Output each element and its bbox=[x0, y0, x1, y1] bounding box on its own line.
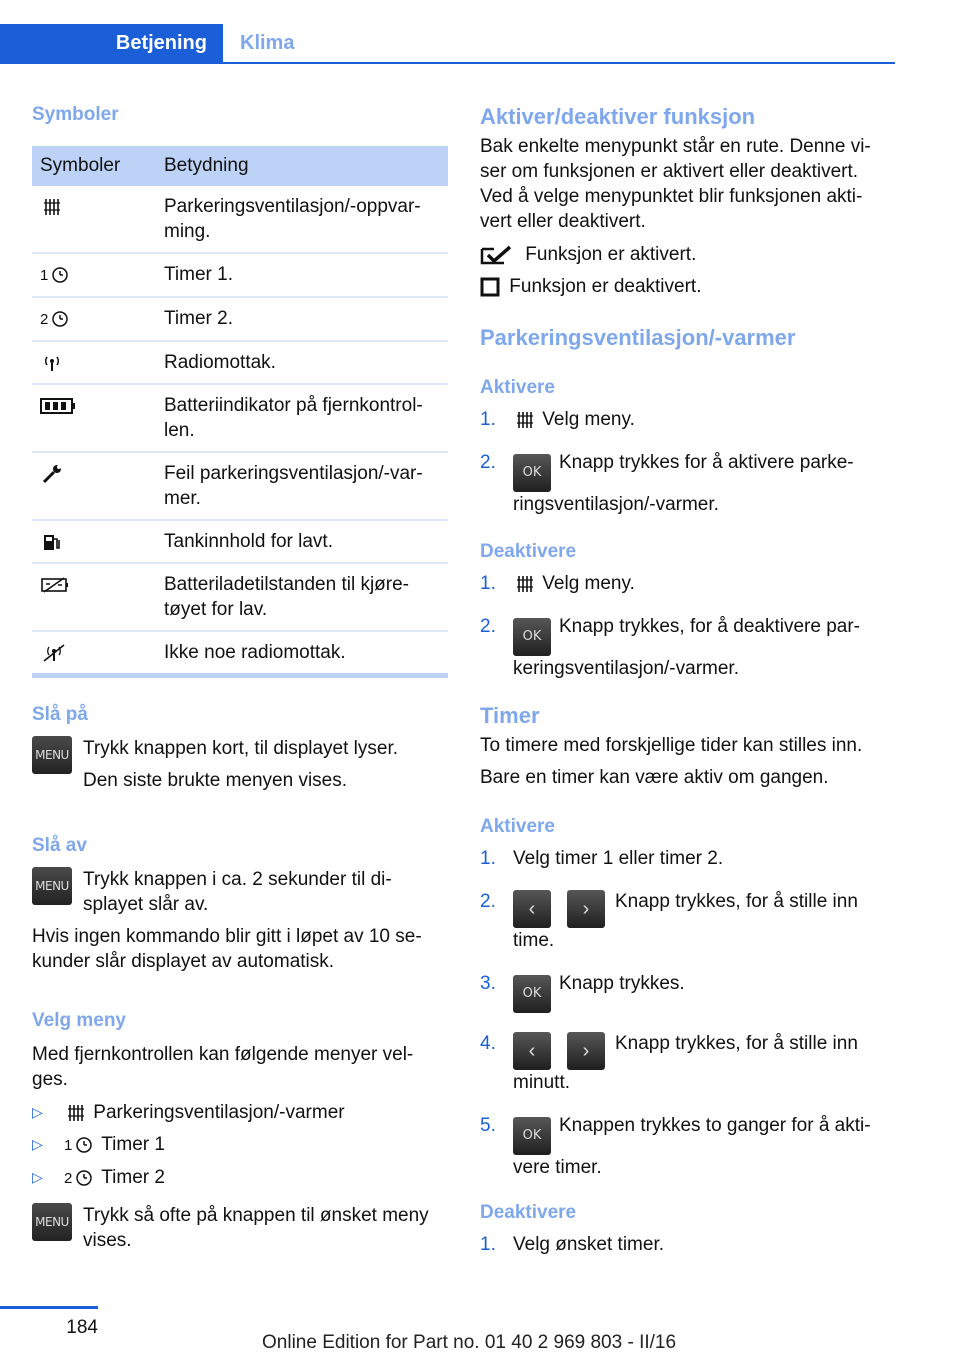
menu-item-label: Timer 1 bbox=[101, 1134, 165, 1155]
table-header-meaning: Betydning bbox=[156, 146, 448, 186]
list-item: 3. OK Knapp trykkes. bbox=[480, 971, 892, 1013]
battery-icon bbox=[40, 396, 76, 416]
list-item: ▷ 1 Timer 1 bbox=[32, 1134, 165, 1155]
activated-label: Funksjon er aktivert. bbox=[525, 244, 697, 265]
table-header-symbols: Symboler bbox=[32, 146, 156, 186]
list-item: 1. Velg timer 1 eller timer 2. bbox=[480, 848, 724, 869]
timer-heading: Timer bbox=[480, 703, 540, 728]
velg-meny-heading: Velg meny bbox=[32, 1010, 126, 1031]
meaning-cell: Parkeringsventilasjon/-oppvar-ming. bbox=[156, 186, 448, 253]
menu-item-label: Parkeringsventilasjon/-varmer bbox=[93, 1102, 345, 1123]
list-item: 1. Velg ønsket timer. bbox=[480, 1234, 665, 1255]
sla-pa-line2: Den siste brukte menyen vises. bbox=[83, 770, 348, 791]
timer-activate-steps bbox=[480, 846, 892, 1180]
parking-heater-icon bbox=[513, 410, 537, 430]
meaning-cell: Tankinnhold for lavt. bbox=[156, 520, 448, 563]
footer-edition: Online Edition for Part no. 01 40 2 969 803 - II/16 bbox=[262, 1332, 677, 1353]
table-row bbox=[32, 563, 448, 631]
list-item: 2. OK Knapp trykkes, for å deaktivere par-keringsventilasjon/-varmer. bbox=[480, 616, 860, 679]
radio-reception-icon bbox=[40, 353, 64, 373]
activated-row bbox=[480, 242, 892, 267]
timer-text2: Bare en timer kan være aktiv om gangen. bbox=[480, 767, 829, 788]
wrench-icon bbox=[40, 464, 64, 484]
timer-deaktivere-heading: Deaktivere bbox=[480, 1202, 577, 1223]
step-text: Knapp trykkes, for å stille inn time. bbox=[513, 891, 858, 951]
step-text: Velg timer 1 eller timer 2. bbox=[513, 848, 724, 869]
list-item: 1. Velg meny. bbox=[480, 573, 635, 594]
symbols-heading: Symboler bbox=[32, 104, 119, 125]
arrow-right-button[interactable]: › bbox=[567, 1032, 605, 1070]
sla-pa-row bbox=[32, 736, 448, 793]
meaning-cell: Feil parkeringsventilasjon/-var-mer. bbox=[156, 452, 448, 520]
symbols-table bbox=[32, 146, 448, 678]
no-radio-icon bbox=[40, 643, 68, 663]
list-item: 2. OK Knapp trykkes for å aktivere parke-ringsventilasjon/-varmer. bbox=[480, 452, 854, 515]
deactivated-label: Funksjon er deaktivert. bbox=[509, 276, 702, 297]
step-text: Velg ønsket timer. bbox=[513, 1234, 665, 1255]
list-item: ▷ Parkeringsventilasjon/-varmer bbox=[32, 1102, 345, 1123]
timer-icon bbox=[48, 265, 72, 285]
tab-klima[interactable]: Klima bbox=[240, 32, 295, 54]
menu-button[interactable]: MENU bbox=[32, 1203, 72, 1241]
meaning-cell: Timer 1. bbox=[156, 253, 448, 297]
tab-betjening[interactable]: Betjening bbox=[0, 24, 223, 62]
parking-heater-icon bbox=[64, 1103, 88, 1123]
menu-list bbox=[32, 1100, 448, 1191]
left-column bbox=[32, 100, 448, 1253]
step-text: Knappen trykkes to ganger for å akti-vere timer. bbox=[513, 1115, 871, 1178]
step-text: Knapp trykkes, for å deaktivere par-keringsventilasjon/-varmer. bbox=[513, 616, 860, 679]
meaning-cell: Batteriindikator på fjernkontrol-len. bbox=[156, 384, 448, 452]
list-item: ▷ 2 Timer 2 bbox=[32, 1167, 165, 1188]
menu-button[interactable]: MENU bbox=[32, 867, 72, 905]
fuel-pump-icon bbox=[40, 532, 64, 552]
chapter-tabs bbox=[0, 24, 895, 64]
step-text: Velg meny. bbox=[542, 409, 635, 430]
ok-button[interactable]: OK bbox=[513, 975, 551, 1013]
timer-deactivate-steps bbox=[480, 1232, 892, 1257]
meaning-cell: Ikke noe radiomottak. bbox=[156, 631, 448, 676]
meaning-cell: Radiomottak. bbox=[156, 341, 448, 384]
arrow-right-button[interactable]: › bbox=[567, 890, 605, 928]
ok-button[interactable]: OK bbox=[513, 618, 551, 656]
sla-av-note: Hvis ingen kommando blir gitt i løpet av 10 se-kunder slår displayet av automatisk. bbox=[32, 926, 422, 972]
table-row bbox=[32, 452, 448, 520]
list-item: 4. ‹ › Knapp trykkes, for å stille inn minutt. bbox=[480, 1033, 858, 1093]
timer-number: 2 bbox=[64, 1170, 73, 1187]
aktiver-heading: Aktiver/deaktiver funksjon bbox=[480, 104, 756, 129]
sla-pa-heading: Slå på bbox=[32, 704, 88, 725]
right-column bbox=[480, 100, 892, 1275]
ok-button[interactable]: OK bbox=[513, 1117, 551, 1155]
sla-av-heading: Slå av bbox=[32, 835, 87, 856]
pv-activate-steps bbox=[480, 407, 892, 517]
table-row bbox=[32, 341, 448, 384]
timer-number: 1 bbox=[64, 1137, 73, 1154]
timer-number: 2 bbox=[40, 311, 49, 328]
sla-pa-line1: Trykk knappen kort, til displayet lyser. bbox=[83, 738, 399, 759]
battery-low-icon bbox=[40, 575, 70, 595]
velg-meny-row bbox=[32, 1203, 448, 1253]
parking-heater-icon bbox=[513, 574, 537, 594]
empty-box-icon bbox=[480, 277, 500, 297]
timer-icon bbox=[72, 1135, 96, 1155]
meaning-cell: Batteriladetilstanden til kjøre-tøyet for lav. bbox=[156, 563, 448, 631]
table-row bbox=[32, 253, 448, 297]
step-text: Velg meny. bbox=[542, 573, 635, 594]
pv-deactivate-steps bbox=[480, 571, 892, 681]
step-text: Knapp trykkes for å aktivere parke-ringsventilasjon/-varmer. bbox=[513, 452, 854, 515]
page-number: 184 bbox=[0, 1306, 98, 1339]
checked-box-icon bbox=[480, 245, 514, 265]
meaning-cell: Timer 2. bbox=[156, 297, 448, 341]
list-item: 1. Velg meny. bbox=[480, 409, 635, 430]
sla-av-line1: Trykk knappen i ca. 2 sekunder til di-splayet slår av. bbox=[83, 869, 392, 915]
table-row bbox=[32, 520, 448, 563]
timer-aktivere-heading: Aktivere bbox=[480, 816, 555, 837]
table-row bbox=[32, 631, 448, 676]
sla-av-row bbox=[32, 867, 448, 917]
menu-button[interactable]: MENU bbox=[32, 736, 72, 774]
table-row bbox=[32, 186, 448, 253]
aktiver-text: Bak enkelte menypunkt står en rute. Denne vi-ser om funksjonen er aktivert eller deaktivert. Ved å velge menypunktet blir funksjonen akti-vert eller deaktivert. bbox=[480, 136, 871, 232]
parking-heater-icon bbox=[40, 197, 64, 217]
menu-item-label: Timer 2 bbox=[101, 1167, 165, 1188]
velg-meny-outro: Trykk så ofte på knappen til ønsket meny vises. bbox=[83, 1205, 429, 1251]
table-row bbox=[32, 297, 448, 341]
timer-icon bbox=[72, 1168, 96, 1188]
pv-deaktivere-heading: Deaktivere bbox=[480, 541, 577, 562]
timer-text1: To timere med forskjellige tider kan stilles inn. bbox=[480, 735, 863, 756]
arrow-left-button[interactable]: ‹ bbox=[513, 1032, 551, 1070]
timer-number: 1 bbox=[40, 267, 49, 284]
list-item: 5. OK Knappen trykkes to ganger for å akti-vere timer. bbox=[480, 1115, 871, 1178]
list-item: 2. ‹ › Knapp trykkes, for å stille inn time. bbox=[480, 891, 858, 951]
deactivated-row bbox=[480, 274, 892, 299]
pv-aktivere-heading: Aktivere bbox=[480, 377, 555, 398]
table-row bbox=[32, 384, 448, 452]
ok-button[interactable]: OK bbox=[513, 454, 551, 492]
timer-icon bbox=[48, 309, 72, 329]
arrow-left-button[interactable]: ‹ bbox=[513, 890, 551, 928]
pv-heading: Parkeringsventilasjon/-varmer bbox=[480, 325, 796, 350]
step-text: Knapp trykkes. bbox=[559, 973, 685, 994]
velg-meny-intro: Med fjernkontrollen kan følgende menyer vel-ges. bbox=[32, 1044, 414, 1090]
step-text: Knapp trykkes, for å stille inn minutt. bbox=[513, 1033, 858, 1093]
